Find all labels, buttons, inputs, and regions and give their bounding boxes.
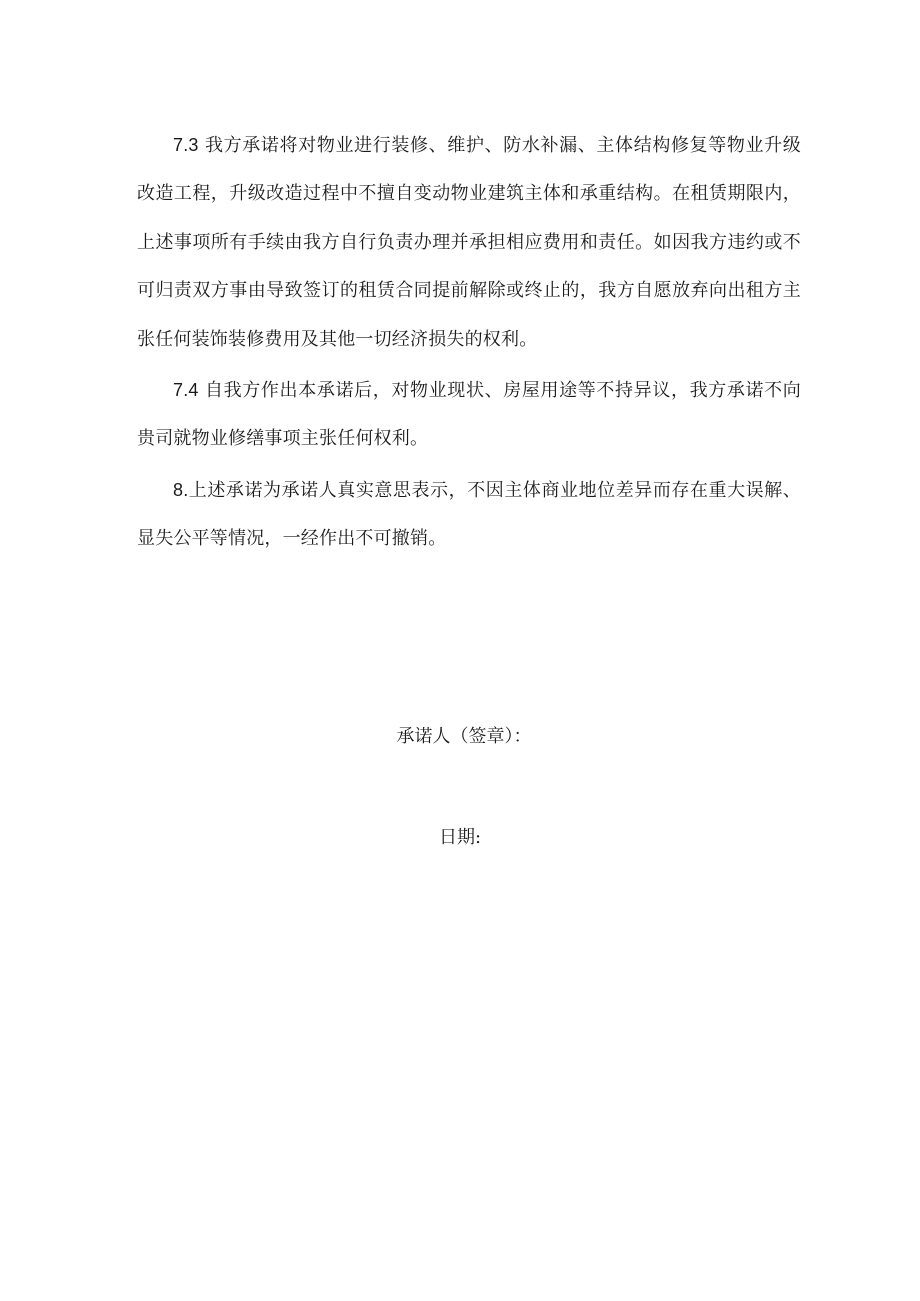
document-body bbox=[137, 121, 801, 566]
clause-number: 7.4 bbox=[173, 380, 199, 401]
clause-7-4 bbox=[137, 366, 801, 464]
signature-label: 承诺人（签章）： bbox=[396, 726, 532, 747]
clause-text: 我方承诺将对物业进行装修、维护、防水补漏、主体结构修复等物业升级改造工程，升级改造过程中不擅自变动物业建筑主体和承重结构。在租赁期限内，上述事项所有手续由我方自行负责办理并承担相应费用和责任。如因我方违约或不可归责双方事由导致签订的租赁合同提前解除或终止的，我方自愿放弃向出租方主张任何装饰装修费用及其他一切经济损失的权利。 bbox=[137, 135, 802, 350]
clause-text: 自我方作出本承诺后，对物业现状、房屋用途等不持异议，我方承诺不向贵司就物业修缮事项主张任何权利。 bbox=[137, 380, 802, 450]
date-label: 日期: bbox=[438, 827, 482, 848]
clause-number: 8. bbox=[173, 479, 189, 500]
clause-8 bbox=[137, 466, 801, 564]
clause-text: 上述承诺为承诺人真实意思表示，不因主体商业地位差异而存在重大误解、显失公平等情况，一经作出不可撤销。 bbox=[137, 479, 801, 550]
clause-7-3 bbox=[137, 121, 801, 364]
clause-number: 7.3 bbox=[173, 135, 199, 155]
